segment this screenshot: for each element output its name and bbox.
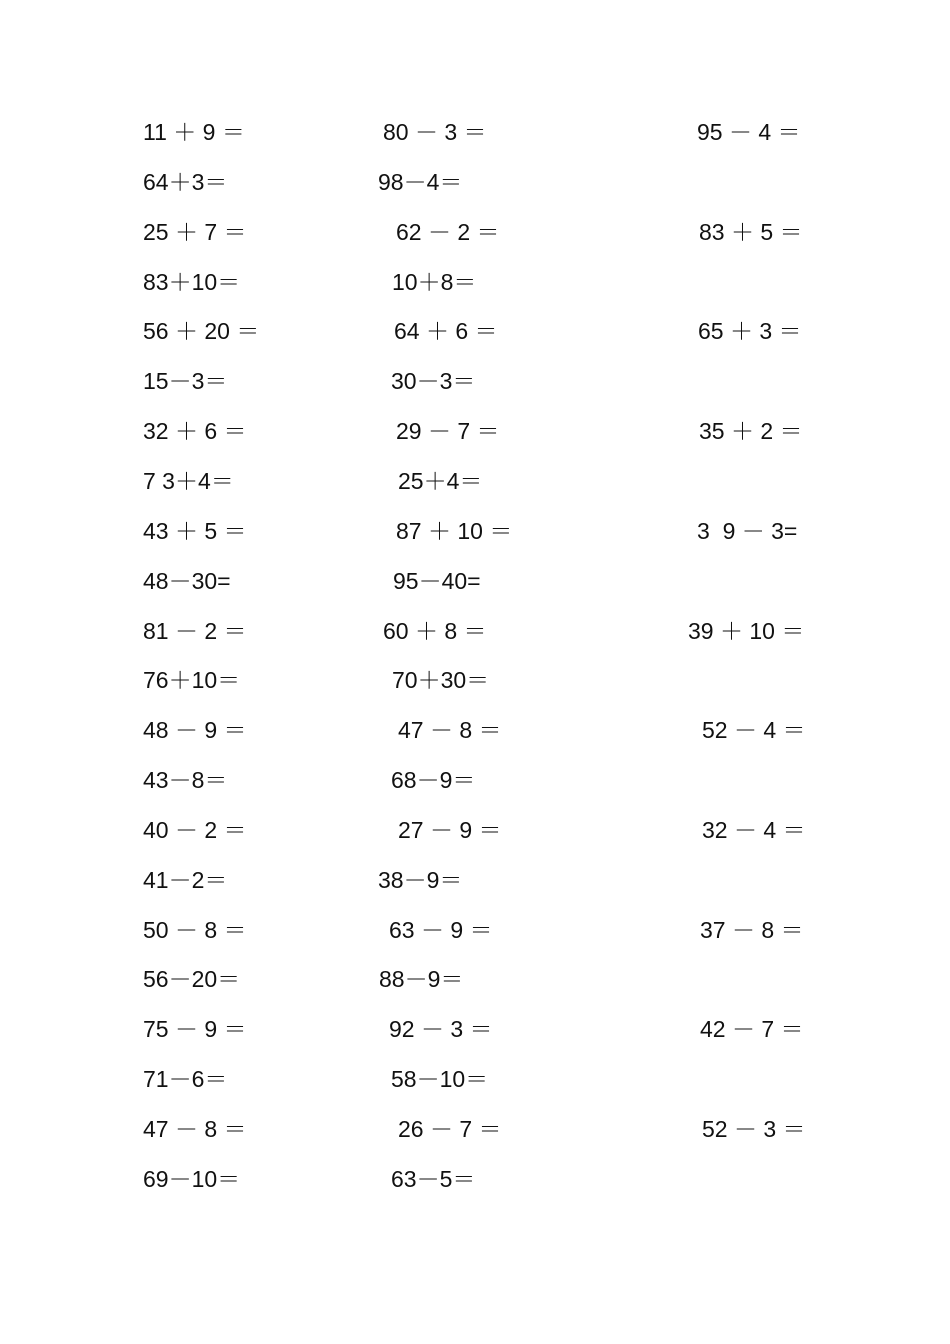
math-problem: 58－10＝ <box>391 1066 489 1093</box>
math-problem: 56 ＋ 20 ＝ <box>143 318 260 345</box>
problem-row <box>0 461 950 501</box>
problem-row <box>0 361 950 401</box>
problem-row <box>0 1109 950 1149</box>
math-problem: 83＋10＝ <box>143 268 241 295</box>
math-problem: 81 － 2 ＝ <box>143 617 247 644</box>
problem-row <box>0 411 950 451</box>
math-problem: 62 － 2 ＝ <box>396 218 500 245</box>
math-problem: 47 － 8 ＝ <box>143 1116 247 1142</box>
math-problem: 10＋8＝ <box>392 268 477 295</box>
math-problem: 92 － 3 ＝ <box>389 1016 493 1043</box>
math-problem: 7 3＋4＝ <box>143 467 234 494</box>
math-problem: 52 － 4 ＝ <box>702 717 806 744</box>
math-problem: 56－20＝ <box>143 966 241 993</box>
math-problem: 60 ＋ 8 ＝ <box>383 617 487 644</box>
math-problem: 48－30= <box>143 567 231 594</box>
math-problem: 39 ＋ 10 ＝ <box>688 617 805 644</box>
math-problem: 30－3＝ <box>391 368 476 395</box>
problem-row <box>0 561 950 601</box>
math-problem: 52 － 3 ＝ <box>702 1116 806 1142</box>
math-problem: 38－9＝ <box>378 866 463 893</box>
math-problem: 15－3＝ <box>143 368 228 395</box>
math-problem: 43 ＋ 5 ＝ <box>143 517 247 544</box>
math-problem: 25＋4＝ <box>398 467 483 494</box>
math-problem: 75 － 9 ＝ <box>143 1016 247 1043</box>
problem-row <box>0 311 950 351</box>
math-problem: 64＋3＝ <box>143 168 228 195</box>
math-problem: 80 － 3 ＝ <box>383 119 487 145</box>
math-problem: 48 － 9 ＝ <box>143 717 247 744</box>
problem-row <box>0 611 950 651</box>
math-problem: 63－5＝ <box>391 1165 476 1192</box>
math-problem: 43－8＝ <box>143 767 228 794</box>
problem-row <box>0 910 950 950</box>
math-problem: 27 － 9 ＝ <box>398 816 502 843</box>
math-problem: 63 － 9 ＝ <box>389 916 493 943</box>
math-problem: 76＋10＝ <box>143 667 241 694</box>
problem-row <box>0 511 950 551</box>
math-problem: 29 － 7 ＝ <box>396 418 500 445</box>
math-problem: 11 ＋ 9 ＝ <box>143 119 245 145</box>
problem-row <box>0 710 950 750</box>
math-problem: 41－2＝ <box>143 866 228 893</box>
problem-row <box>0 262 950 302</box>
math-problem: 26 － 7 ＝ <box>398 1116 502 1142</box>
math-problem: 88－9＝ <box>379 966 464 993</box>
math-problem: 40 － 2 ＝ <box>143 816 247 843</box>
math-problem: 95－40= <box>393 567 481 594</box>
math-problem: 42 － 7 ＝ <box>700 1016 804 1043</box>
math-problem: 47 － 8 ＝ <box>398 717 502 744</box>
problem-row <box>0 1009 950 1049</box>
problem-row <box>0 959 950 999</box>
math-problem: 32 － 4 ＝ <box>702 816 806 843</box>
problem-row <box>0 810 950 850</box>
math-problem: 37 － 8 ＝ <box>700 916 804 943</box>
problem-row <box>0 112 950 152</box>
math-problem: 64 ＋ 6 ＝ <box>394 318 498 345</box>
math-problem: 87 ＋ 10 ＝ <box>396 517 513 544</box>
math-problem: 95 － 4 ＝ <box>697 119 801 145</box>
math-problem: 3 9 － 3= <box>697 517 798 544</box>
problem-row <box>0 1159 950 1199</box>
math-problem: 98－4＝ <box>378 168 463 195</box>
problem-row <box>0 212 950 252</box>
problem-row <box>0 660 950 700</box>
math-problem: 71－6＝ <box>143 1066 228 1093</box>
problem-row <box>0 860 950 900</box>
math-problem: 68－9＝ <box>391 767 476 794</box>
math-problem: 25 ＋ 7 ＝ <box>143 218 247 245</box>
math-problem: 35 ＋ 2 ＝ <box>699 418 803 445</box>
math-problem: 70＋30＝ <box>392 667 490 694</box>
math-problem: 50 － 8 ＝ <box>143 916 247 943</box>
problem-row <box>0 1059 950 1099</box>
math-problem: 32 ＋ 6 ＝ <box>143 418 247 445</box>
math-problem: 65 ＋ 3 ＝ <box>698 318 802 345</box>
problem-row <box>0 760 950 800</box>
problem-row <box>0 162 950 202</box>
math-problem: 69－10＝ <box>143 1165 241 1192</box>
math-problem: 83 ＋ 5 ＝ <box>699 218 803 245</box>
